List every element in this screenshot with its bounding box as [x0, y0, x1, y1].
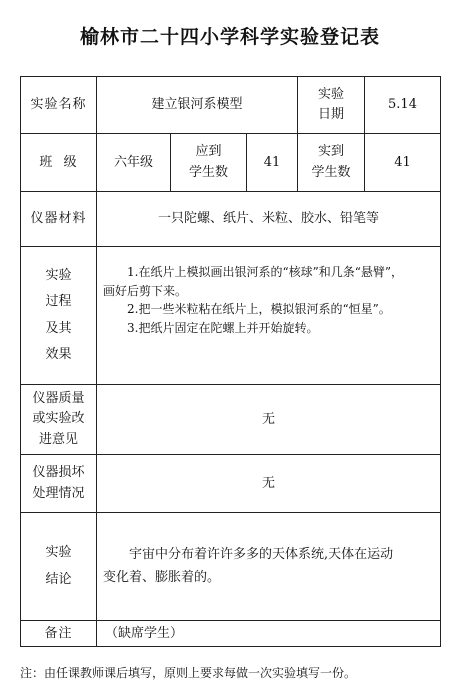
materials-value: 一只陀螺、纸片、米粒、胶水、铅笔等 [97, 192, 441, 247]
date-label: 实验 日期 [298, 77, 365, 134]
row-conclusion [21, 513, 441, 621]
remarks-label: 备注 [21, 621, 97, 647]
process-line: 2.把一些米粒粘在纸片上，模拟银河系的“恒星”。 [127, 302, 391, 317]
conclusion-line: 变化着、膨胀着的。 [103, 569, 221, 585]
damage-label: 仪器损坏 处理情况 [21, 455, 97, 513]
quality-label: 仪器质量 或实验改 进意见 [21, 385, 97, 455]
damage-value: 无 [97, 455, 441, 513]
grade-label: 班 级 [21, 134, 97, 192]
quality-value: 无 [97, 385, 441, 455]
row-damage [21, 455, 441, 513]
expected-label: 应到 学生数 [171, 134, 247, 192]
experiment-name-label: 实验名称 [21, 77, 97, 134]
process-value [97, 247, 441, 385]
process-label: 实验 过程 及其 效果 [21, 247, 97, 385]
row-quality [21, 385, 441, 455]
materials-label: 仪器材料 [21, 192, 97, 247]
registration-table [20, 76, 441, 647]
row-attendance [21, 134, 441, 192]
row-experiment-name [21, 77, 441, 134]
process-line: 1.在纸片上模拟画出银河系的“核球”和几条“悬臂”， [127, 265, 403, 279]
actual-label: 实到 学生数 [298, 134, 365, 192]
conclusion-label: 实验 结论 [21, 513, 97, 621]
conclusion-line: 宇宙中分布着许许多多的天体系统,天体在运动 [129, 547, 394, 563]
conclusion-value [97, 513, 441, 621]
row-remarks [21, 621, 441, 647]
row-materials [21, 192, 441, 247]
process-line: 画好后剪下来。 [103, 283, 188, 298]
page-title: 榆林市二十四小学科学实验登记表 [79, 26, 380, 48]
footnote: 注：由任课教师课后填写，原则上要求每做一次实验填写一份。 [20, 666, 357, 680]
grade-value: 六年级 [97, 134, 171, 192]
actual-value: 41 [365, 134, 441, 192]
remarks-value: （缺席学生） [97, 621, 441, 647]
expected-value: 41 [247, 134, 298, 192]
experiment-name-value: 建立银河系模型 [97, 77, 298, 134]
date-value: 5.14 [365, 77, 441, 134]
process-line: 3.把纸片固定在陀螺上并开始旋转。 [127, 320, 319, 335]
row-process [21, 247, 441, 385]
